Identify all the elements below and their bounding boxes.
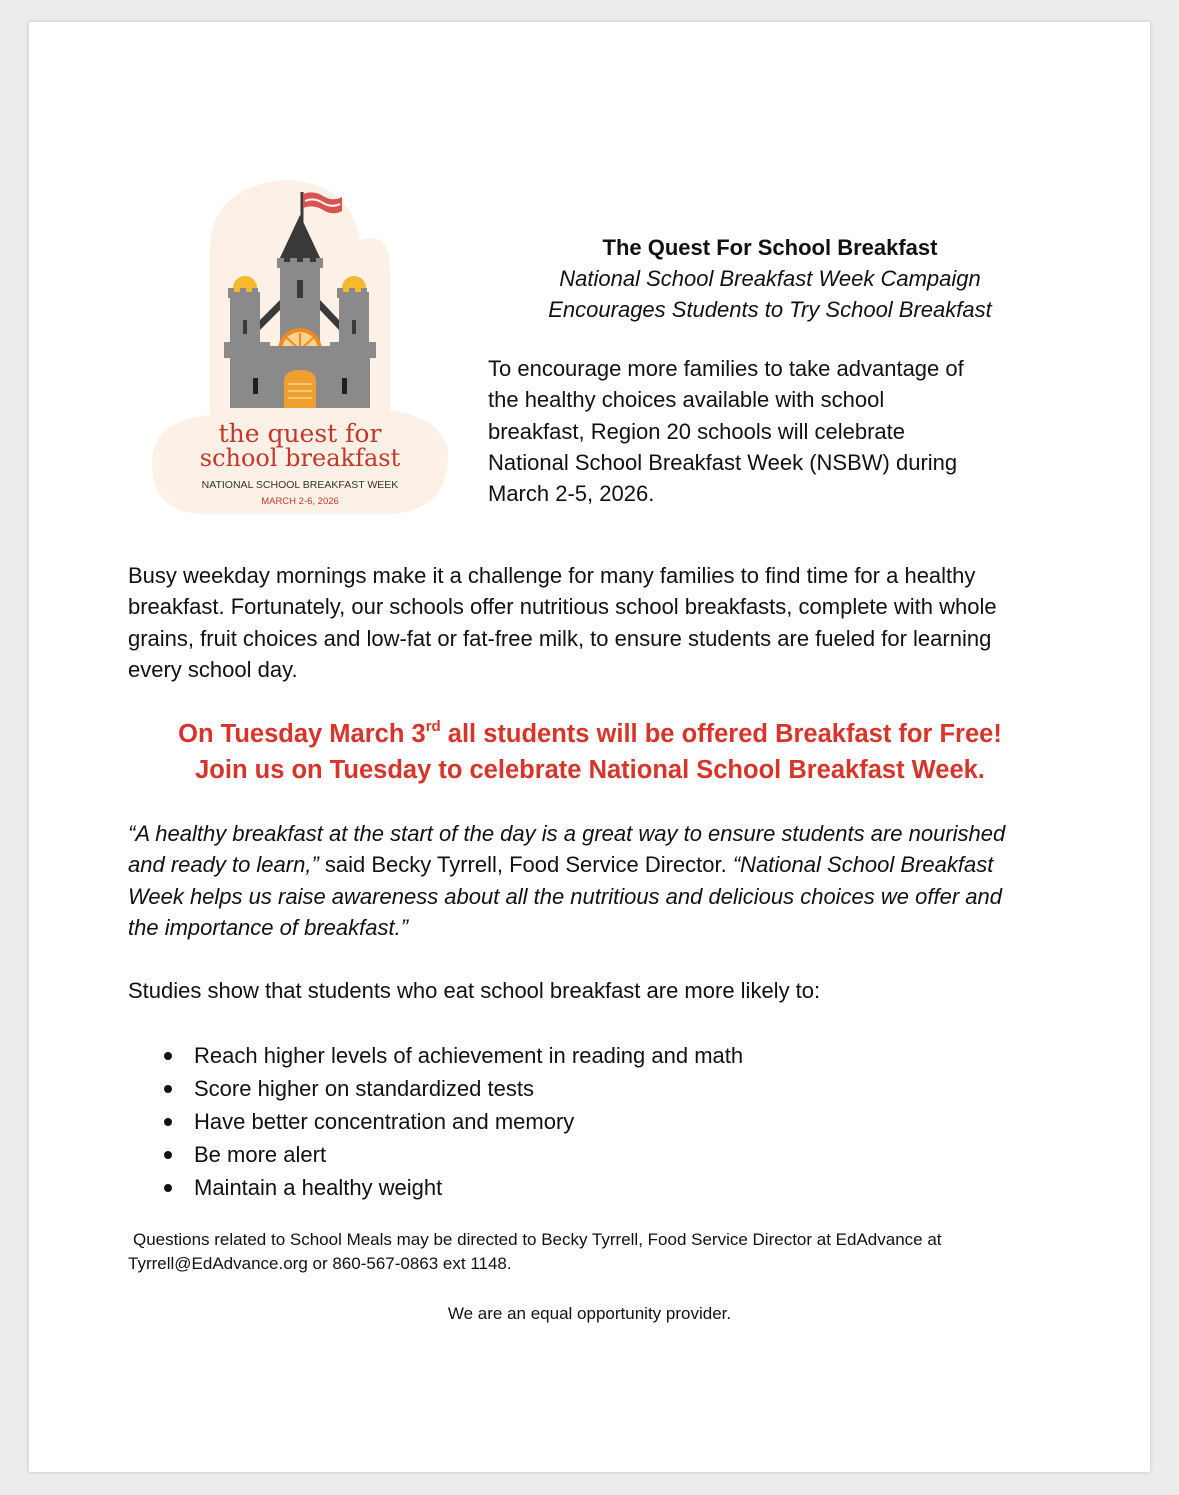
paragraph-busy-mornings: Busy weekday mornings make it a challenge for many families to find time for a healthy breakfast. Fortunately, our schools offer nutritious school breakfasts, complete with whole grains, fruit choices and low-fat or fat-free milk, to ensure students are fueled for learning every school day. <box>128 563 997 682</box>
list-item: Have better concentration and memory <box>162 1105 743 1138</box>
contact-line2: Tyrrell@EdAdvance.org or 860-567-0863 ext 1148. <box>128 1254 512 1273</box>
intro-paragraph: To encourage more families to take advantage of the healthy choices available with school breakfast, Region 20 schools will celebrate National School Breakfast Week (NSBW) during March 2-5, 2026. <box>488 356 964 507</box>
list-item: Maintain a healthy weight <box>162 1171 743 1204</box>
subhead-line1: National School Breakfast Week Campaign <box>559 266 981 291</box>
subhead-line2: Encourages Students to Try School Breakfast <box>548 297 992 322</box>
studies-intro: Studies show that students who eat school breakfast are more likely to: <box>128 978 821 1003</box>
list-item: Be more alert <box>162 1138 743 1171</box>
equal-opportunity-statement: We are an equal opportunity provider. <box>447 1304 732 1323</box>
announcement-line1: On Tuesday March 3rd all students will be offered Breakfast for Free! <box>178 717 1002 748</box>
svg-text:the quest for: the quest for <box>218 419 382 448</box>
free-breakfast-announcement <box>100 716 1080 788</box>
list-item: Score higher on standardized tests <box>162 1072 743 1105</box>
svg-text:school breakfast: school breakfast <box>199 444 401 472</box>
list-item: Reach higher levels of achievement in reading and math <box>162 1039 743 1072</box>
svg-text:MARCH 2-6, 2026: MARCH 2-6, 2026 <box>261 496 339 507</box>
headline: The Quest For School Breakfast <box>602 235 938 260</box>
quest-logo <box>150 170 450 518</box>
header-block <box>470 232 1070 325</box>
contact-info <box>128 1228 1028 1276</box>
castle-logo-icon <box>150 170 450 518</box>
director-quote: “A healthy breakfast at the start of the day is a great way to ensure students are nourished and ready to learn,” said Becky Tyrrell, Food Service Director. “National School Breakfast Week helps us raise awareness about all the nutritious and delicious choices we offer and the importance of breakfast.” <box>128 821 1006 940</box>
announcement-line2: Join us on Tuesday to celebrate National School Breakfast Week. <box>195 756 985 784</box>
svg-text:NATIONAL SCHOOL BREAKFAST WEEK: NATIONAL SCHOOL BREAKFAST WEEK <box>201 479 399 491</box>
contact-line1: Questions related to School Meals may be directed to Becky Tyrrell, Food Service Director at EdAdvance at <box>133 1230 942 1249</box>
benefits-list <box>162 1039 743 1204</box>
